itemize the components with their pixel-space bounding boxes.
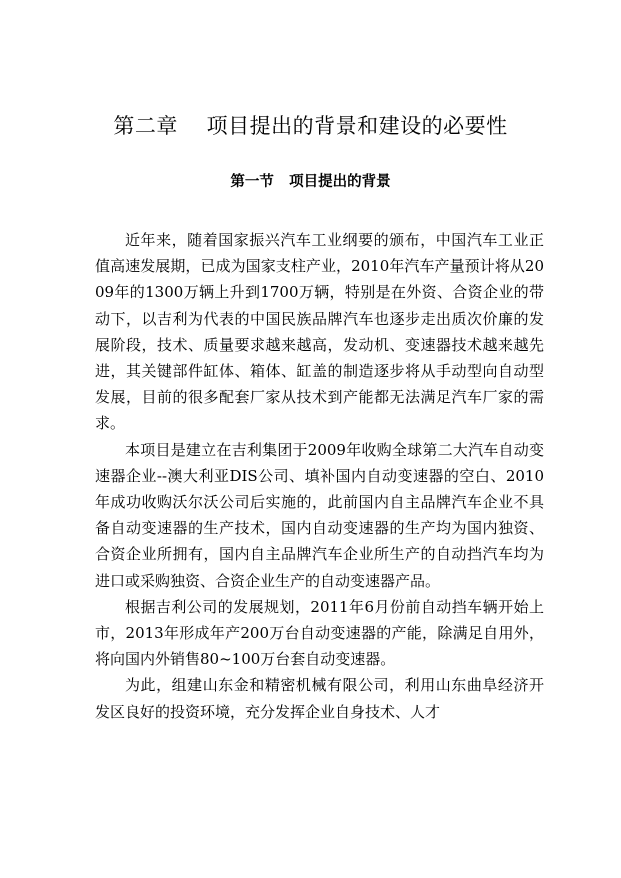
paragraph-4: 为此，组建山东金和精密机械有限公司，利用山东曲阜经济开发区良好的投资环境，充分发挥企业自身技术、人才 xyxy=(95,676,544,721)
chapter-title: 第二章 项目提出的背景和建设的必要性 xyxy=(113,114,508,138)
paragraph-3: 根据吉利公司的发展规划，2011年6月份前自动挡车辆开始上市，2013年形成年产200万台自动变速器的产能，除满足自用外，将向国内外销售80~100万台套自动变速器。 xyxy=(95,597,544,669)
paragraph-1: 近年来，随着国家振兴汽车工业纲要的颁布，中国汽车工业正值高速发展期，已成为国家支柱产业，2010年汽车产量预计将从2009年的1300万辆上升到1700万辆，特别是在外资、合资企业的带动下，以吉利为代表的中国民族品牌汽车也逐步走出质次价廉的发展阶段，技术、质量要求越来越高，发动机、变速器技术越来越先进，其关键部件缸体、箱体、缸盖的制造逐步将从手动型向自动型发展，目前的很多配套厂家从技术到产能都无法满足汽车厂家的需求。 xyxy=(95,231,544,433)
section-title: 第一节 项目提出的背景 xyxy=(230,174,391,190)
body-text xyxy=(95,227,544,725)
paragraph-2: 本项目是建立在吉利集团于2009年收购全球第二大汽车自动变速器企业--澳大利亚DIS公司、填补国内自动变速器的空白、2010年成功收购沃尔沃公司后实施的，此前国内自主品牌汽车企业不具备自动变速器的生产技术，国内自动变速器的生产均为国内独资、合资企业所拥有，国内自主品牌汽车企业所生产的自动挡汽车均为进口或采购独资、合资企业生产的自动变速器产品。 xyxy=(95,440,544,590)
